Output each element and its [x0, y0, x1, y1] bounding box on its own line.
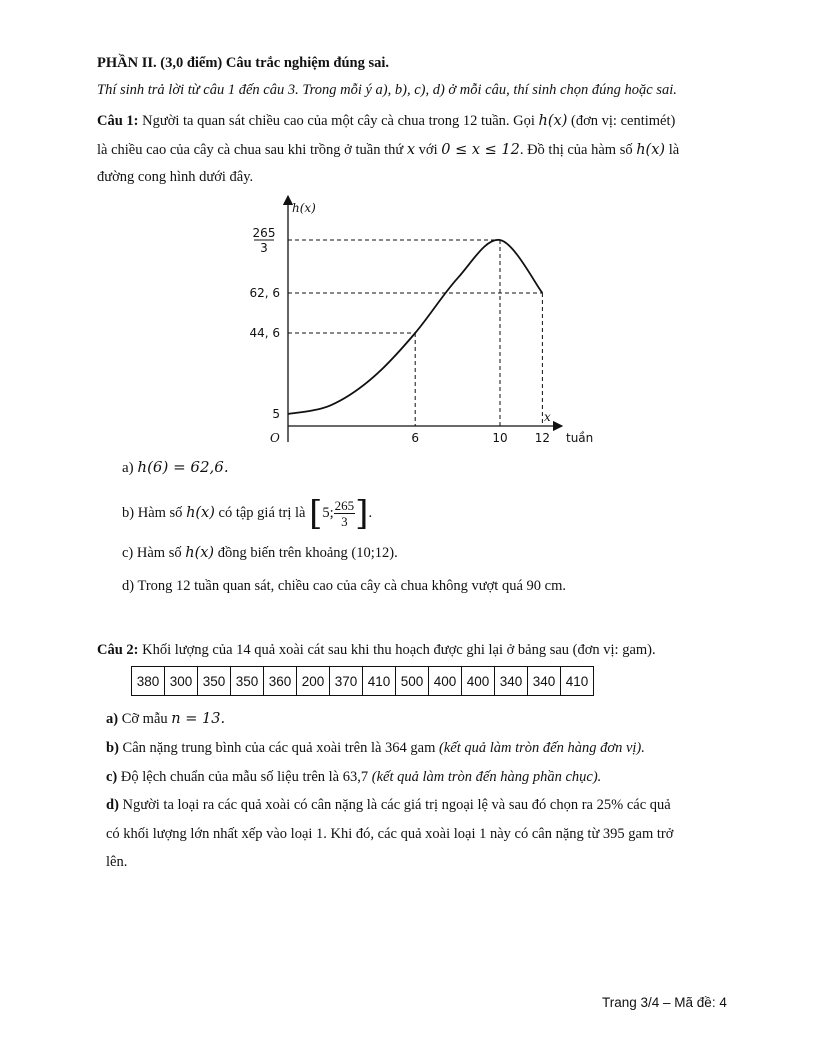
- q1-c-text1: Hàm số: [136, 545, 182, 561]
- q2-b-note: (kết quả làm tròn đến hàng đơn vị).: [439, 740, 645, 756]
- section-title: PHẦN II. (3,0 điểm) Câu trắc nghiệm đúng sai.: [97, 55, 390, 71]
- x-tick-10: 10: [492, 431, 508, 445]
- page-footer: Trang 3/4 – Mã đề: 4: [602, 995, 727, 1010]
- q2-label: Câu 2:: [97, 642, 139, 658]
- h-graph: [240, 192, 610, 452]
- table-cell: 410: [561, 667, 594, 696]
- q2-option-b: [106, 740, 645, 757]
- q2-c-text: Độ lệch chuẩn của mẫu số liệu trên là 63,7: [120, 769, 369, 785]
- q1-hx: h(x): [538, 113, 568, 129]
- mango-mass-table: [131, 666, 594, 696]
- table-cell: 360: [264, 667, 297, 696]
- q1-b-five: 5;: [322, 505, 334, 521]
- q1-b-label: b): [122, 505, 135, 521]
- q1-b-text2: có tập giá trị là: [218, 505, 306, 521]
- table-cell: 340: [528, 667, 561, 696]
- table-cell: 500: [396, 667, 429, 696]
- q1-b-denominator: 3: [341, 514, 348, 530]
- table-cell: 340: [495, 667, 528, 696]
- q1-b-text1: Hàm số: [137, 505, 183, 521]
- q1-a-text: h(6) = 62,6.: [137, 458, 229, 476]
- y-axis-label: h(x): [292, 201, 316, 215]
- y-tick-62.6: 62, 6: [249, 286, 280, 300]
- table-cell: 400: [462, 667, 495, 696]
- q1-b-right-bracket: ]: [355, 493, 369, 534]
- q1-b-left-bracket: [: [309, 493, 323, 534]
- q1-option-b: [122, 493, 373, 534]
- q1-c-label: c): [122, 545, 134, 561]
- table-cell: 400: [429, 667, 462, 696]
- q2-option-d: [106, 797, 671, 814]
- table-cell: 370: [330, 667, 363, 696]
- y-tick-labels: [249, 226, 280, 421]
- q2-option-c: [106, 769, 601, 786]
- q1-option-c: [122, 545, 398, 562]
- table-cell: 410: [363, 667, 396, 696]
- q2-b-text: Cân nặng trung bình của các quả xoài trên là 364 gam: [122, 740, 436, 756]
- x-unit-label: tuần: [566, 431, 594, 445]
- q1-label: Câu 1:: [97, 113, 139, 129]
- q2-d-line2: có khối lượng lớn nhất xếp vào loại 1. Khi đó, các quả xoài loại 1 này có cân nặng từ 395 gam trở: [106, 826, 674, 842]
- q1-b-numerator: 265: [334, 498, 355, 514]
- q1-c-interval: (10;12).: [351, 545, 398, 561]
- q1-c-text2: đồng biến trên khoảng: [217, 545, 348, 561]
- q1-line1: [97, 113, 675, 130]
- q1-d-label: d): [122, 578, 135, 594]
- y-tick-fraction-numerator: 265: [252, 226, 276, 240]
- q1-b-dot: .: [368, 505, 373, 521]
- q1-line2: [97, 142, 679, 159]
- q2-d-label: d): [106, 797, 119, 813]
- q2-a-math: n = 13.: [171, 711, 226, 727]
- q1-x: x: [406, 142, 416, 158]
- table-row: [132, 667, 594, 696]
- q1-hx-2: h(x): [636, 142, 666, 158]
- x-tick-12: 12: [534, 431, 551, 445]
- q1-line2-d: là: [668, 142, 680, 158]
- table-cell: 350: [198, 667, 231, 696]
- q1-line3: đường cong hình dưới đây.: [97, 169, 254, 185]
- q2-text: Khối lượng của 14 quả xoài cát sau khi thu hoạch được ghi lại ở bảng sau (đơn vị: gam).: [142, 642, 656, 658]
- table-cell: 300: [165, 667, 198, 696]
- y-tick-fraction-denominator: 3: [260, 241, 268, 255]
- x-axis-label: x: [544, 410, 551, 424]
- q2-b-label: b): [106, 740, 119, 756]
- q2-d-line1: Người ta loại ra các quả xoài có cân nặng là các giá trị ngoại lệ và sau đó chọn ra 25% các quả: [122, 797, 671, 813]
- table-cell: 380: [132, 667, 165, 696]
- q1-line2-a: là chiều cao của cây cà chua sau khi trồng ở tuần thứ: [97, 142, 404, 158]
- y-tick-5: 5: [272, 407, 280, 421]
- table-cell: 200: [297, 667, 330, 696]
- section-instruction: Thí sinh trả lời từ câu 1 đến câu 3. Trong mỗi ý a), b), c), d) ở mỗi câu, thí sinh chọn đúng hoặc sai.: [97, 82, 677, 98]
- q1-line1-b: (đơn vị: centimét): [571, 113, 676, 129]
- q1-option-a: [122, 458, 229, 477]
- q1-line1-a: Người ta quan sát chiều cao của một cây cà chua trong 12 tuần. Gọi: [142, 113, 535, 129]
- q2-c-note: (kết quả làm tròn đến hàng phần chục).: [371, 769, 602, 785]
- q1-b-fraction: [334, 498, 356, 529]
- q2-c-label: c): [106, 769, 118, 785]
- q2-option-a: [106, 711, 225, 728]
- q1-a-label: a): [122, 460, 134, 476]
- q1-condition: 0 ≤ x ≤ 12: [441, 142, 520, 158]
- table-cell: 350: [231, 667, 264, 696]
- origin-label: O: [270, 431, 280, 445]
- curve-h: [288, 240, 542, 414]
- q1-line2-c: . Đồ thị của hàm số: [519, 142, 633, 158]
- q1-option-d: [122, 578, 566, 595]
- q2-intro: [97, 642, 656, 659]
- q2-d-line3: lên.: [106, 854, 128, 870]
- y-tick-44.6: 44, 6: [249, 326, 280, 340]
- q1-c-hx: h(x): [185, 545, 215, 561]
- q2-a-label: a): [106, 711, 119, 727]
- x-tick-labels: [411, 431, 550, 445]
- q1-line2-b: với: [418, 142, 438, 158]
- q1-b-hx: h(x): [186, 505, 215, 521]
- q1-d-text: Trong 12 tuần quan sát, chiều cao của cây cà chua không vượt quá 90 cm.: [137, 578, 566, 594]
- x-tick-6: 6: [411, 431, 420, 445]
- q2-a-text: Cỡ mẫu: [121, 711, 168, 727]
